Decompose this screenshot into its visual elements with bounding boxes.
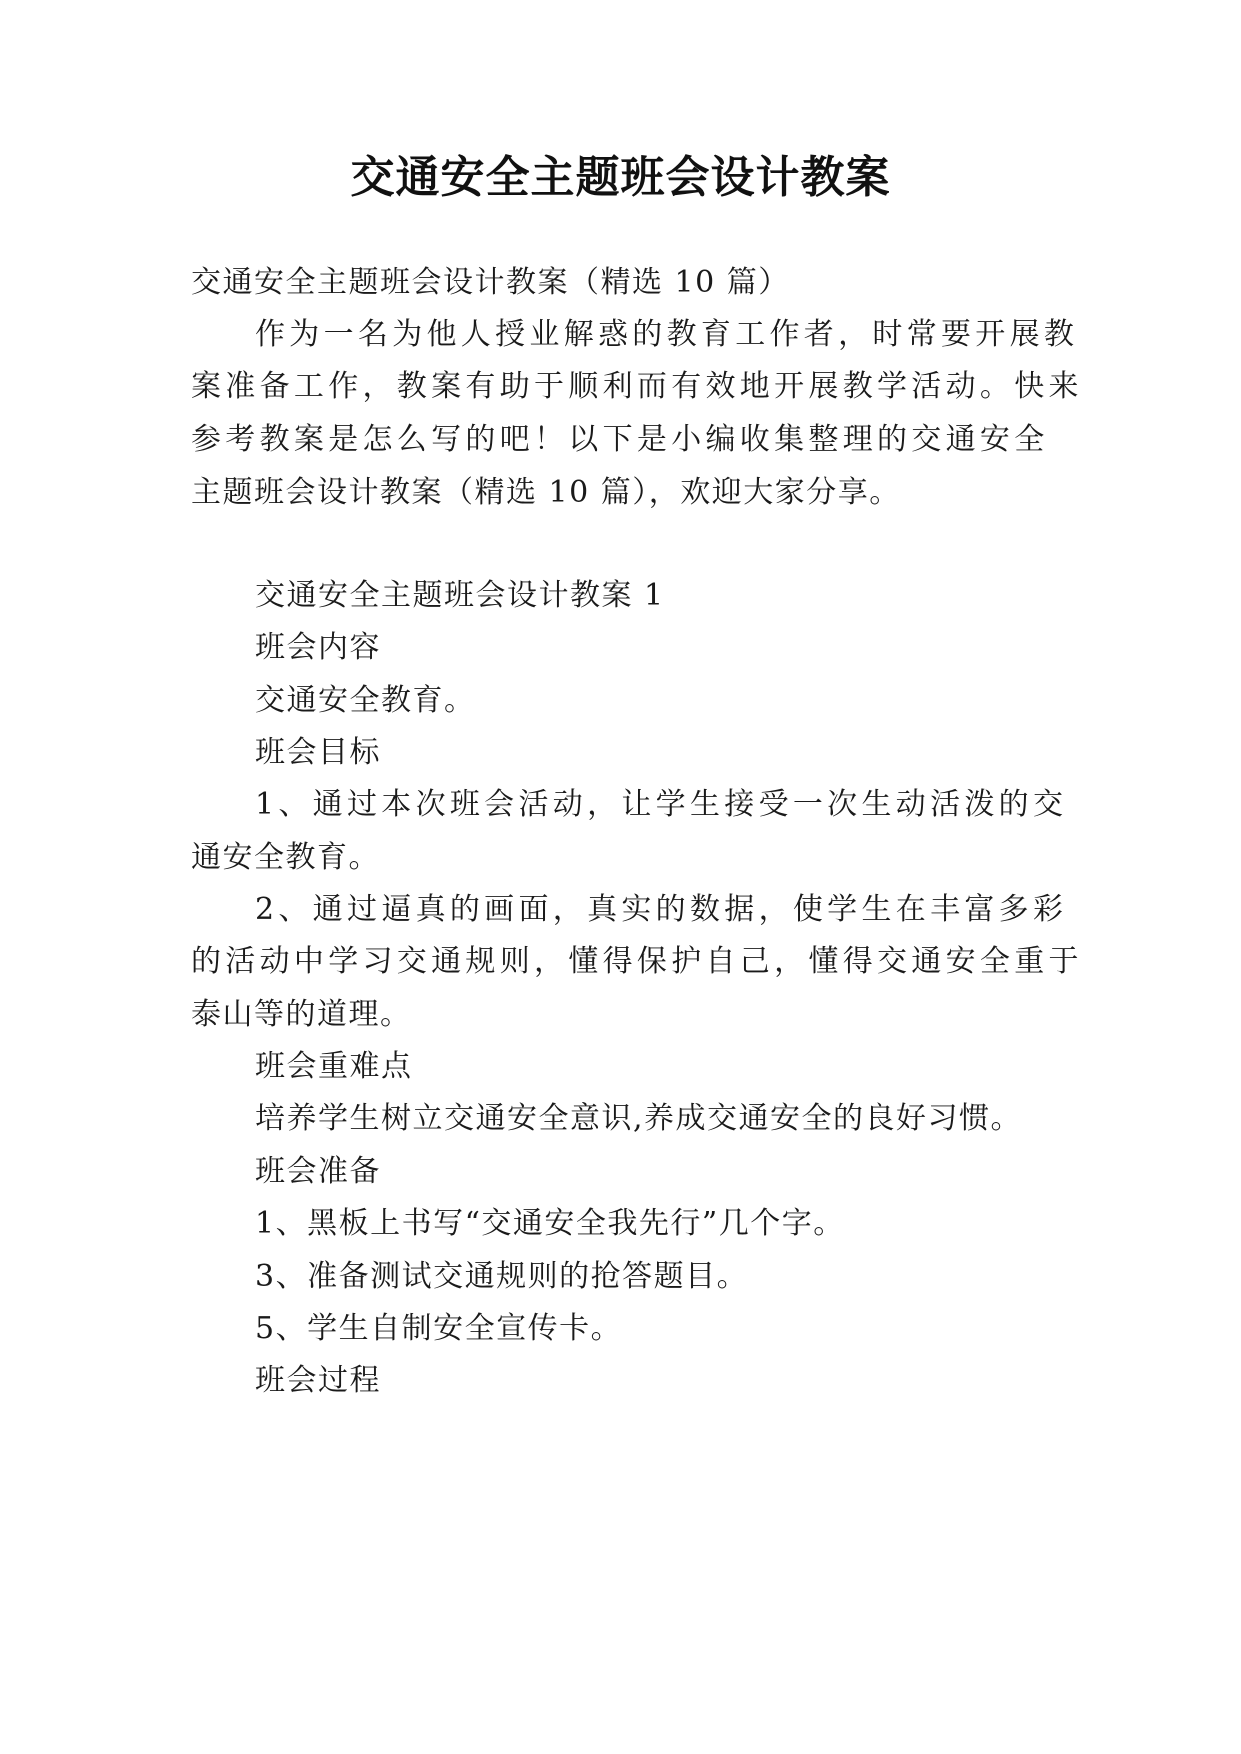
content-heading: 班会内容 <box>255 630 381 665</box>
goal-2-line-1: 2、通过逼真的画面，真实的数据，使学生在丰富多彩 <box>255 892 1068 927</box>
goal-1-line-2: 通安全教育。 <box>191 840 380 875</box>
goal-1-line-1: 1、通过本次班会活动，让学生接受一次生动活泼的交 <box>255 787 1068 822</box>
section-heading: 交通安全主题班会设计教案 1 <box>255 578 665 613</box>
content-text: 交通安全教育。 <box>255 683 476 718</box>
intro-line-2: 案准备工作，教案有助于顺利而有效地开展教学活动。快来 <box>191 369 1083 404</box>
key-points-text: 培养学生树立交通安全意识,养成交通安全的良好习惯。 <box>255 1101 1023 1136</box>
prep-item-1: 1、黑板上书写“交通安全我先行”几个字。 <box>255 1206 845 1241</box>
document-title: 交通安全主题班会设计教案 <box>350 152 891 203</box>
process-heading: 班会过程 <box>255 1363 381 1398</box>
goals-heading: 班会目标 <box>255 735 381 770</box>
intro-line-1: 作为一名为他人授业解惑的教育工作者，时常要开展教 <box>255 317 1079 352</box>
goal-2-line-2: 的活动中学习交通规则，懂得保护自己，懂得交通安全重于 <box>191 944 1083 979</box>
document-subtitle: 交通安全主题班会设计教案（精选 10 篇） <box>191 265 790 300</box>
key-points-heading: 班会重难点 <box>255 1049 413 1084</box>
prep-heading: 班会准备 <box>255 1154 381 1189</box>
prep-item-3: 5、学生自制安全宣传卡。 <box>255 1311 623 1346</box>
intro-line-4: 主题班会设计教案（精选 10 篇），欢迎大家分享。 <box>191 475 901 510</box>
intro-line-3: 参考教案是怎么写的吧！以下是小编收集整理的交通安全 <box>191 422 1049 457</box>
prep-item-2: 3、准备测试交通规则的抢答题目。 <box>255 1259 749 1294</box>
goal-2-line-3: 泰山等的道理。 <box>191 997 412 1032</box>
